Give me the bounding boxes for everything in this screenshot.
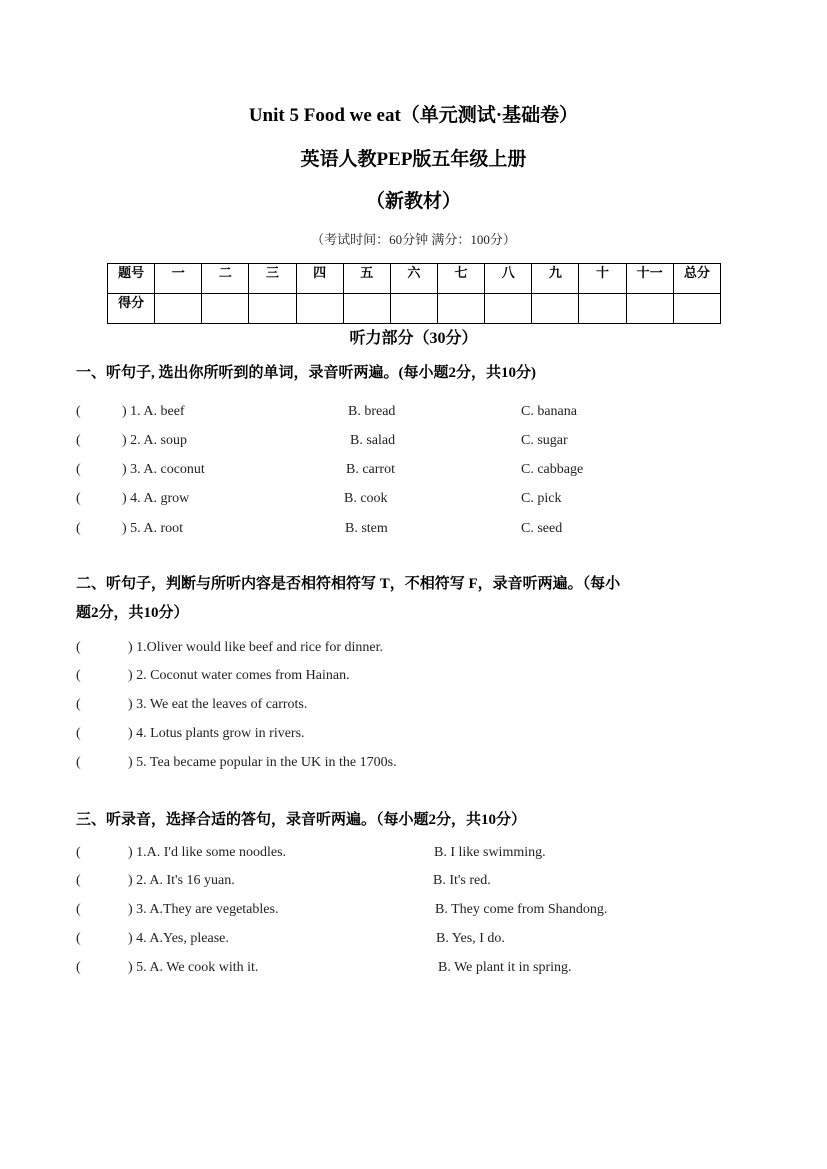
list-item bbox=[76, 871, 756, 891]
option-b: B. stem bbox=[345, 521, 388, 536]
list-item bbox=[76, 402, 756, 422]
score-cell[interactable] bbox=[390, 294, 437, 324]
score-cell[interactable] bbox=[249, 294, 296, 324]
score-table-column: 总分 bbox=[673, 264, 720, 294]
option-b: B. They come from Shandong. bbox=[435, 902, 608, 917]
option-c: C. pick bbox=[521, 491, 562, 506]
option-a: ) 3. A. coconut bbox=[122, 462, 205, 477]
score-cell[interactable] bbox=[437, 294, 484, 324]
section3-title: 三、听录音，选择合适的答句，录音听两遍。（每小题2分，共10分） bbox=[76, 812, 527, 828]
statement-text: ) 4. Lotus plants grow in rivers. bbox=[128, 726, 305, 741]
answer-paren[interactable]: ( bbox=[76, 873, 81, 888]
answer-paren[interactable]: ( bbox=[76, 491, 81, 506]
score-table-column: 一 bbox=[155, 264, 202, 294]
answer-paren[interactable]: ( bbox=[76, 404, 81, 419]
list-item bbox=[76, 900, 756, 920]
option-a: ) 3. A.They are vegetables. bbox=[128, 902, 279, 917]
answer-paren[interactable]: ( bbox=[76, 462, 81, 477]
option-b: B. Yes, I do. bbox=[436, 931, 505, 946]
answer-paren[interactable]: ( bbox=[76, 755, 81, 770]
option-a: ) 1. A. beef bbox=[122, 404, 185, 419]
score-table-column: 六 bbox=[390, 264, 437, 294]
list-item bbox=[76, 638, 756, 658]
score-table-column: 四 bbox=[296, 264, 343, 294]
score-table-column: 九 bbox=[532, 264, 579, 294]
option-a: ) 1.A. I'd like some noodles. bbox=[128, 845, 287, 860]
statement-text: ) 3. We eat the leaves of carrots. bbox=[128, 697, 308, 712]
listening-heading: 听力部分（30分） bbox=[349, 330, 478, 347]
list-item bbox=[76, 431, 756, 451]
list-item bbox=[76, 666, 756, 686]
option-c: C. cabbage bbox=[521, 462, 584, 477]
score-cell[interactable] bbox=[532, 294, 579, 324]
list-item bbox=[76, 753, 756, 773]
score-table-column: 八 bbox=[485, 264, 532, 294]
option-b: B. salad bbox=[350, 433, 396, 448]
option-b: B. cook bbox=[344, 491, 388, 506]
option-b: B. carrot bbox=[346, 462, 395, 477]
list-item bbox=[76, 724, 756, 744]
score-table-row-label: 题号 bbox=[108, 264, 155, 294]
score-table-header-row bbox=[108, 264, 721, 294]
score-table bbox=[107, 263, 721, 324]
list-item bbox=[76, 843, 756, 863]
list-item bbox=[76, 695, 756, 715]
answer-paren[interactable]: ( bbox=[76, 521, 81, 536]
score-table-column: 五 bbox=[343, 264, 390, 294]
list-item bbox=[76, 460, 756, 480]
answer-paren[interactable]: ( bbox=[76, 960, 81, 975]
option-a: ) 2. A. It's 16 yuan. bbox=[128, 873, 235, 888]
statement-text: ) 1.Oliver would like beef and rice for dinner. bbox=[128, 640, 384, 655]
score-cell[interactable] bbox=[343, 294, 390, 324]
option-a: ) 4. A. grow bbox=[122, 491, 190, 506]
option-b: B. I like swimming. bbox=[434, 845, 546, 860]
list-item bbox=[76, 489, 756, 509]
statement-text: ) 5. Tea became popular in the UK in the 1700s. bbox=[128, 755, 397, 770]
answer-paren[interactable]: ( bbox=[76, 726, 81, 741]
list-item bbox=[76, 958, 756, 978]
section2-title-line2: 题2分，共10分） bbox=[76, 605, 189, 621]
score-table-column: 十一 bbox=[626, 264, 673, 294]
answer-paren[interactable]: ( bbox=[76, 697, 81, 712]
score-cell[interactable] bbox=[626, 294, 673, 324]
score-table-row-label: 得分 bbox=[108, 294, 155, 324]
option-a: ) 5. A. root bbox=[122, 521, 184, 536]
exam-info: （考试时间：60分钟 满分：100分） bbox=[311, 232, 516, 247]
score-table-column: 十 bbox=[579, 264, 626, 294]
section2-title-line1: 二、听句子，判断与所听内容是否相符相符写 T，不相符写 F，录音听两遍。（每小 bbox=[76, 576, 621, 592]
answer-paren[interactable]: ( bbox=[76, 433, 81, 448]
option-a: ) 5. A. We cook with it. bbox=[128, 960, 259, 975]
answer-paren[interactable]: ( bbox=[76, 845, 81, 860]
score-cell[interactable] bbox=[673, 294, 720, 324]
exam-edition: （新教材） bbox=[365, 191, 461, 212]
statement-text: ) 2. Coconut water comes from Hainan. bbox=[128, 668, 350, 683]
section2-title bbox=[76, 570, 756, 628]
score-cell[interactable] bbox=[202, 294, 249, 324]
score-cell[interactable] bbox=[485, 294, 532, 324]
option-b: B. It's red. bbox=[433, 873, 491, 888]
option-b: B. bread bbox=[348, 404, 396, 419]
score-table-column: 二 bbox=[202, 264, 249, 294]
option-c: C. sugar bbox=[521, 433, 568, 448]
score-table-column: 七 bbox=[437, 264, 484, 294]
score-table-score-row bbox=[108, 294, 721, 324]
score-table-column: 三 bbox=[249, 264, 296, 294]
answer-paren[interactable]: ( bbox=[76, 640, 81, 655]
score-cell[interactable] bbox=[579, 294, 626, 324]
option-a: ) 4. A.Yes, please. bbox=[128, 931, 229, 946]
answer-paren[interactable]: ( bbox=[76, 931, 81, 946]
answer-paren[interactable]: ( bbox=[76, 668, 81, 683]
option-b: B. We plant it in spring. bbox=[438, 960, 572, 975]
exam-title: Unit 5 Food we eat（单元测试·基础卷） bbox=[248, 105, 579, 126]
section1-title: 一、听句子, 选出你所听到的单词，录音听两遍。(每小题2分，共10分) bbox=[76, 365, 536, 381]
list-item bbox=[76, 929, 756, 949]
score-cell[interactable] bbox=[296, 294, 343, 324]
option-a: ) 2. A. soup bbox=[122, 433, 187, 448]
score-cell[interactable] bbox=[155, 294, 202, 324]
option-c: C. banana bbox=[521, 404, 577, 419]
option-c: C. seed bbox=[521, 521, 563, 536]
exam-subtitle: 英语人教PEP版五年级上册 bbox=[300, 149, 527, 170]
answer-paren[interactable]: ( bbox=[76, 902, 81, 917]
list-item bbox=[76, 519, 756, 539]
